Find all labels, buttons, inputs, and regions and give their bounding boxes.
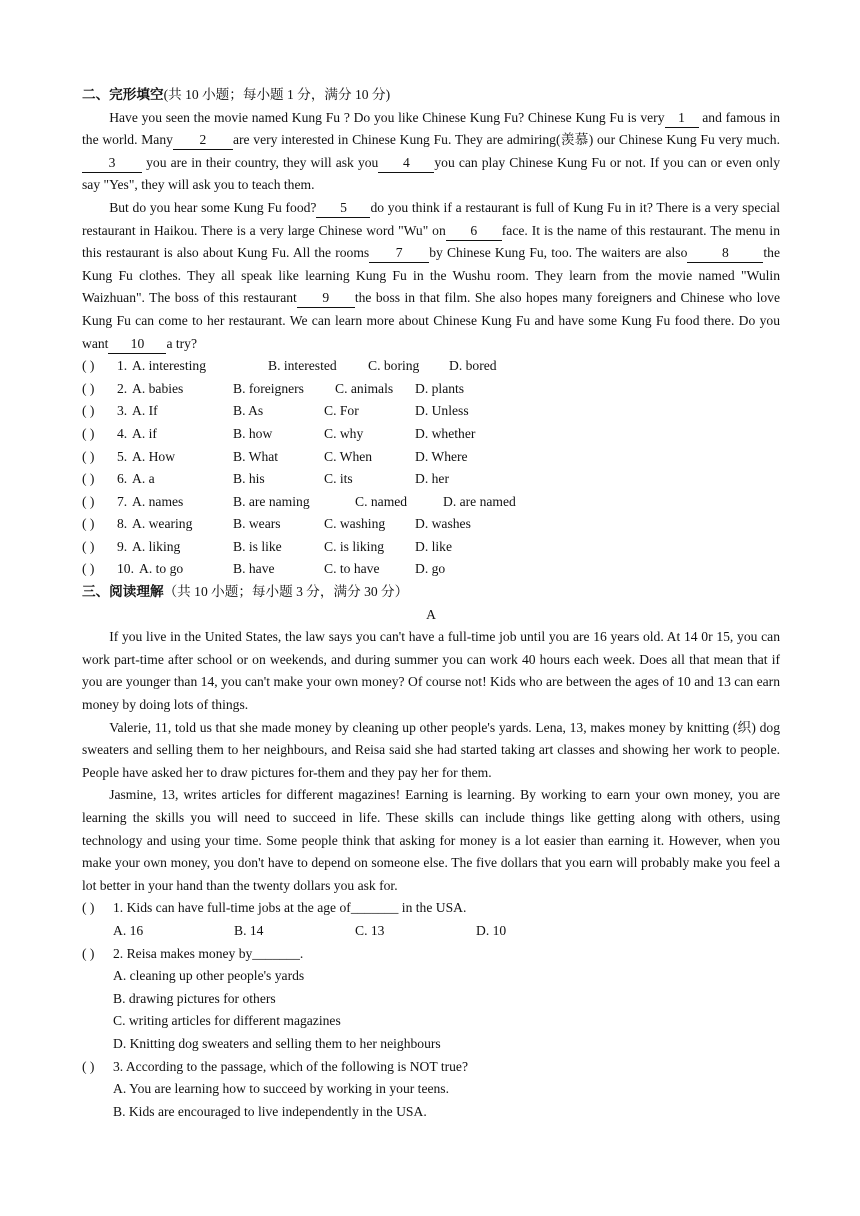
cloze-text: by Chinese Kung Fu, too. The waiters are also: [429, 245, 688, 261]
cloze-heading-note: (共 10 小题；每小题 1 分，满分 10 分): [163, 87, 391, 102]
option-b: B. have: [233, 561, 275, 577]
option-b: B. wears: [233, 516, 281, 532]
question-number: 8.: [117, 516, 128, 532]
answer-paren: ( ): [82, 380, 95, 396]
options-row: [82, 920, 780, 943]
cloze-text: are very interested in Chinese Kung Fu. They are admiring(羡慕) our Chinese Kung Fu very much.: [232, 132, 780, 148]
option-a: A. 16: [113, 922, 144, 938]
option-d: D. Knitting dog sweaters and selling them to her neighbours: [113, 1035, 441, 1051]
cloze-text: the Kung Fu clothes. They all speak like learning Kung Fu in the Wushu room. They learn from the movie named "Wulin Waizhuan". The boss of this restaurant: [82, 245, 780, 306]
cloze-text: face. It is the name of this restaurant. The menu in this restaurant is also about Kung Fu. All the rooms: [82, 222, 780, 261]
question-number: 9.: [117, 538, 128, 554]
reading-paragraph-3: Jasmine, 13, writes articles for different magazines! Earning is learning. By working to earn your own money, you are learning the skills you will need to succeed in life. These skills can include things like getting along with others, using technology and using your time. Some people think that asking for money is a lot easier than earning it. However, when you make your own money, you don't have to depend on someone else. The five dollars that you earn will probably make you feel a lot better in your hand than the twenty dollars you ask for.: [82, 787, 780, 893]
reading-section-heading: [82, 581, 780, 604]
option-b: B. how: [233, 425, 273, 441]
answer-paren: ( ): [82, 561, 95, 577]
cloze-question: [82, 378, 780, 401]
reading-question-3: [82, 1056, 780, 1124]
answer-paren: ( ): [82, 425, 95, 441]
answer-paren: ( ): [82, 538, 95, 554]
option-c: C. washing: [324, 516, 386, 532]
cloze-blank-4: 4: [378, 154, 434, 173]
cloze-question: [82, 423, 780, 446]
option-b: B. drawing pictures for others: [113, 990, 276, 1006]
option-b: B. foreigners: [233, 380, 304, 396]
reading-paragraph-1: If you live in the United States, the law says you can't have a full-time job until you are 16 years old. At 14 0r 15, you can work part-time after school or on weekends, and during summer you can work 40 hours each week. Does all that mean that if you are younger than 14, you can't make your own money? Of course not! Kids who are between the ages of 10 and 13 can earn money by doing lots of things.: [82, 629, 780, 713]
cloze-question: [82, 355, 780, 378]
option-d: D. go: [415, 561, 446, 577]
answer-paren: ( ): [82, 403, 95, 419]
answer-paren: ( ): [82, 900, 95, 916]
cloze-text: do you think if a restaurant is full of Kung Fu in it? There is a very special restaurant in Haikou. There is a very large Chinese word "Wu" on: [82, 199, 781, 238]
option-c: C. 13: [355, 922, 385, 938]
answer-paren: ( ): [82, 471, 95, 487]
option-a: A. interesting: [132, 358, 206, 374]
cloze-text: and famous in the world. Many: [82, 109, 780, 148]
option-a: A. babies: [132, 380, 184, 396]
cloze-section-heading: [82, 84, 780, 107]
option-c: C. its: [324, 471, 353, 487]
cloze-question: [82, 491, 780, 514]
cloze-blank-7: 7: [369, 244, 429, 263]
option-b: B. 14: [234, 922, 264, 938]
option-d: D. Unless: [415, 403, 469, 419]
exam-page: [82, 84, 780, 1123]
question-stem: 3. According to the passage, which of the following is NOT true?: [113, 1058, 468, 1074]
option-c: C. writing articles for different magazines: [113, 1013, 341, 1029]
cloze-text: a try?: [166, 335, 198, 351]
option-a: A. How: [132, 448, 176, 464]
question-number: 10.: [117, 561, 134, 577]
question-stem-row: [82, 1056, 780, 1079]
reading-heading-title: 三、阅读理解: [82, 584, 164, 600]
question-stem: 1. Kids can have full-time jobs at the age of_______ in the USA.: [113, 900, 467, 916]
answer-paren: ( ): [82, 945, 95, 961]
question-number: 7.: [117, 493, 128, 509]
question-number: 2.: [117, 380, 128, 396]
option-a: A. a: [132, 471, 155, 487]
option-b: B. are naming: [233, 493, 310, 509]
cloze-paragraph-1: [82, 107, 780, 197]
cloze-question: [82, 400, 780, 423]
option-a: A. names: [132, 493, 184, 509]
option-c: C. For: [324, 403, 359, 419]
cloze-blank-1: 1: [665, 109, 699, 128]
answer-paren: ( ): [82, 516, 95, 532]
reading-part-label: A: [426, 606, 436, 622]
cloze-question-list: [82, 355, 780, 581]
reading-heading-note: （共 10 小题；每小题 3 分，满分 30 分）: [163, 584, 409, 600]
option-a: A. wearing: [132, 516, 193, 532]
option-d: D. Where: [415, 448, 468, 464]
answer-paren: ( ): [82, 448, 95, 464]
cloze-text: the boss in that film. She also hopes many foreigners and Chinese who love Kung Fu can come to her restaurant. We can learn more about Chinese Kung Fu and have some Kung Fu food there. Do you want: [82, 290, 780, 351]
cloze-text: Have you seen the movie named Kung Fu ? Do you like Chinese Kung Fu? Chinese Kung Fu is very: [109, 109, 665, 125]
cloze-blank-2: 2: [173, 131, 233, 150]
option-a: A. You are learning how to succeed by working in your teens.: [113, 1081, 449, 1097]
cloze-question: [82, 468, 780, 491]
option-c: C. is liking: [324, 538, 385, 554]
cloze-text: you are in their country, they will ask you: [146, 154, 379, 170]
option-c: C. named: [355, 493, 408, 509]
cloze-question: [82, 513, 780, 536]
option-d: D. washes: [415, 516, 471, 532]
option-c: C. to have: [324, 561, 380, 577]
cloze-question: [82, 536, 780, 559]
cloze-question: [82, 558, 780, 581]
option-d: D. are named: [443, 493, 516, 509]
option-b: B. is like: [233, 538, 282, 554]
option-b: B. As: [233, 403, 264, 419]
option-a: A. liking: [132, 538, 181, 554]
reading-question-2: [82, 943, 780, 1056]
option-b: B. interested: [268, 358, 337, 374]
question-stem: 2. Reisa makes money by_______.: [113, 945, 304, 961]
reading-paragraph-2: Valerie, 11, told us that she made money by cleaning up other people's yards. Lena, 13, makes money by knitting (织) dog sweaters and selling them to her neighbours, and Reisa said she had started taking art classes and showing her work to people. People have asked her to draw pictures for-them and they pay her for them.: [82, 719, 780, 780]
option-d: D. whether: [415, 425, 476, 441]
option-b: B. Kids are encouraged to live independently in the USA.: [113, 1103, 427, 1119]
option-c: C. animals: [335, 380, 394, 396]
option-c: C. why: [324, 425, 364, 441]
cloze-blank-5: 5: [316, 199, 370, 218]
option-c: C. When: [324, 448, 373, 464]
reading-question-1: [82, 897, 780, 942]
answer-paren: ( ): [82, 1058, 95, 1074]
question-number: 6.: [117, 471, 128, 487]
question-number: 5.: [117, 448, 128, 464]
cloze-blank-9: 9: [297, 289, 355, 308]
option-a: A. If: [132, 403, 158, 419]
option-a: A. cleaning up other people's yards: [113, 968, 305, 984]
question-stem-row: [82, 897, 780, 920]
question-number: 3.: [117, 403, 128, 419]
option-b: B. his: [233, 471, 265, 487]
question-number: 1.: [117, 358, 128, 374]
cloze-text: you can play Chinese Kung Fu or not. If you can or even only say "Yes", they will ask you to teach them.: [82, 154, 780, 193]
option-d: D. plants: [415, 380, 465, 396]
option-d: D. 10: [476, 922, 507, 938]
cloze-blank-10: 10: [108, 335, 166, 354]
option-d: D. bored: [449, 358, 497, 374]
cloze-paragraph-2: [82, 197, 780, 355]
option-d: D. her: [415, 471, 449, 487]
cloze-question: [82, 446, 780, 469]
question-stem-row: [82, 943, 780, 966]
answer-paren: ( ): [82, 358, 95, 374]
question-number: 4.: [117, 425, 128, 441]
cloze-heading-title: 二、完形填空: [82, 87, 164, 102]
answer-paren: ( ): [82, 493, 95, 509]
cloze-text: But do you hear some Kung Fu food?: [109, 199, 317, 215]
option-a: A. if: [132, 425, 157, 441]
option-b: B. What: [233, 448, 279, 464]
option-a: A. to go: [139, 561, 184, 577]
cloze-blank-8: 8: [687, 244, 763, 263]
option-c: C. boring: [368, 358, 420, 374]
cloze-blank-6: 6: [446, 222, 502, 241]
option-d: D. like: [415, 538, 452, 554]
cloze-blank-3: 3: [82, 154, 142, 173]
